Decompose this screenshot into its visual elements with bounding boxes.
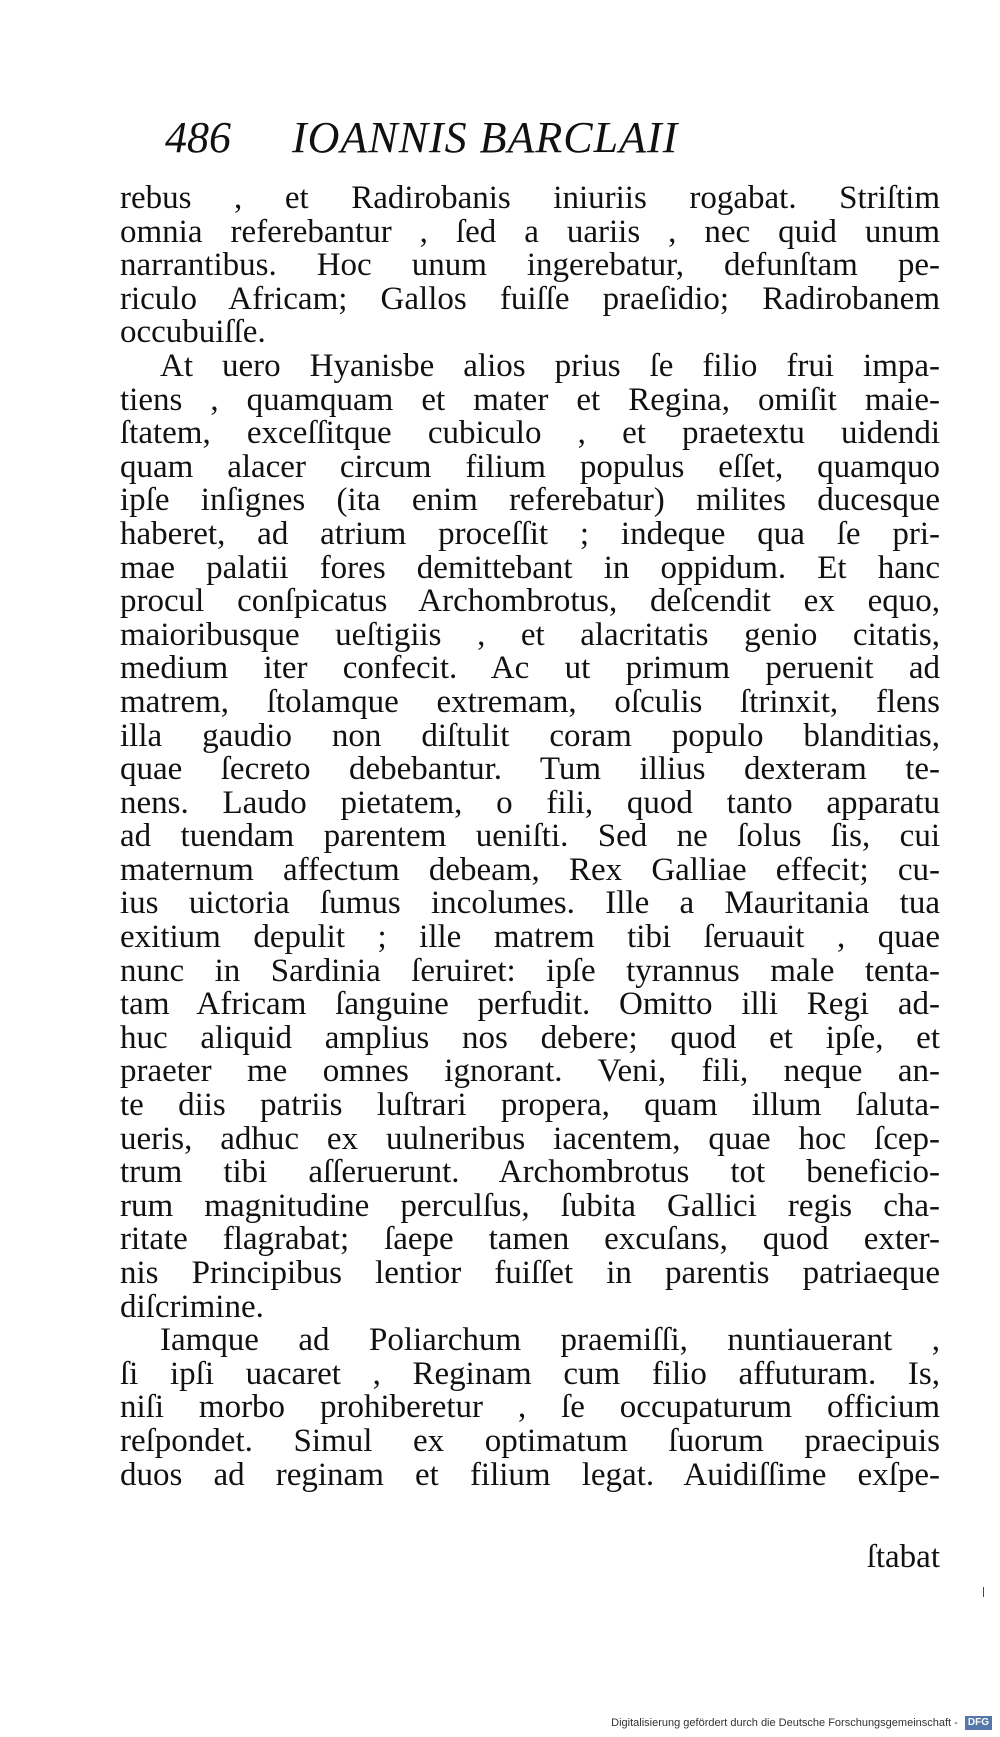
text-line: mae palatii fores demittebant in oppidum. Et hanc (120, 549, 940, 586)
text-line: te diis patriis luſtrari propera, quam illum ſaluta- (120, 1087, 940, 1124)
text-line: tiens , quamquam et mater et Regina, omiſit maie- (120, 381, 940, 418)
text-line: ius uictoria ſumus incolumes. Ille a Mauritania tua (120, 885, 940, 922)
text-line: nens. Laudo pietatem, o fili, quod tanto apparatu (120, 784, 940, 821)
text-line: tam Africam ſanguine perfudit. Omitto illi Regi ad- (120, 986, 940, 1023)
text-line: maternum affectum debeam, Rex Galliae effecit; cu- (120, 851, 940, 888)
text-line: haberet, ad atrium proceſſit ; indeque qua ſe pri- (120, 515, 940, 552)
text-line: praeter me omnes ignorant. Veni, fili, neque an- (120, 1053, 940, 1090)
text-line: diſcrimine. (120, 1288, 264, 1325)
dfg-logo: DFG (965, 1716, 992, 1730)
text-line: omnia referebantur , ſed a uariis , nec quid unum (120, 213, 940, 250)
catchword: ſtabat (866, 1539, 940, 1575)
text-line: narrantibus. Hoc unum ingerebatur, defunſtam pe- (120, 247, 940, 284)
text-line: niſi morbo prohiberetur , ſe occupaturum officium (120, 1389, 940, 1426)
text-line: trum tibi aſſeruerunt. Archombrotus tot beneficio- (120, 1154, 940, 1191)
text-line: nis Principibus lentior fuiſſet in parentis patriaeque (120, 1255, 940, 1291)
text-line: procul conſpicatus Archombrotus, deſcendit ex equo, (120, 583, 940, 620)
text-line: duos ad reginam et filium legat. Auidiſſime exſpe- (120, 1456, 940, 1493)
running-head (165, 108, 865, 168)
paragraph-start-line: At uero Hyanisbe alios prius ſe filio frui impa- (160, 347, 940, 384)
text-line: maioribusque ueſtigiis , et alacritatis genio citatis, (120, 616, 940, 653)
text-line: ipſe inſignes (ita enim referebatur) milites ducesque (120, 482, 940, 519)
text-line: medium iter confecit. Ac ut primum peruenit ad (120, 650, 940, 687)
text-line: exitium depulit ; ille matrem tibi ſeruauit , quae (120, 919, 940, 956)
margin-mark (983, 1587, 984, 1597)
text-line: quam alacer circum filium populus eſſet, quamquo (120, 448, 940, 485)
text-line: riculo Africam; Gallos fuiſſe praeſidio; Radirobanem (120, 280, 940, 317)
text-line: reſpondet. Simul ex optimatum ſuorum praecipuis (120, 1422, 940, 1459)
page-number: 486 (165, 113, 231, 162)
text-line: ſi ipſi uacaret , Reginam cum filio affuturam. Is, (120, 1355, 940, 1392)
text-line: ſtatem, exceſſitque cubiculo , et praetextu uidendi (120, 415, 940, 452)
text-line: occubuiſſe. (120, 314, 266, 351)
body-text (120, 182, 940, 1492)
text-line: ad tuendam parentem ueniſti. Sed ne ſolus ſis, cui (120, 818, 940, 855)
footer-text: Digitalisierung gefördert durch die Deutsche Forschungsgemeinschaft - (611, 1717, 958, 1729)
text-line: ueris, adhuc ex uulneribus iacentem, quae hoc ſcep- (120, 1120, 940, 1157)
running-title: IOANNIS BARCLAII (292, 113, 679, 162)
text-line: quae ſecreto debebantur. Tum illius dexteram te- (120, 751, 940, 788)
paragraph-start-line: Iamque ad Poliarchum praemiſſi, nuntiauerant , (160, 1322, 940, 1359)
text-line: huc aliquid amplius nos debere; quod et ipſe, et (120, 1019, 940, 1056)
text-line: matrem, ſtolamque extremam, oſculis ſtrinxit, flens (120, 683, 940, 720)
text-line: nunc in Sardinia ſeruiret: ipſe tyrannus male tenta- (120, 952, 940, 989)
text-line: rum magnitudine perculſus, ſubita Gallici regis cha- (120, 1187, 940, 1224)
digitization-footer (0, 1715, 992, 1731)
text-line: illa gaudio non diſtulit coram populo blanditias, (120, 717, 940, 754)
text-line: rebus , et Radirobanis iniuriis rogabat. Striſtim (120, 180, 940, 216)
text-line: ritate flagrabat; ſaepe tamen excuſans, quod exter- (120, 1221, 940, 1258)
